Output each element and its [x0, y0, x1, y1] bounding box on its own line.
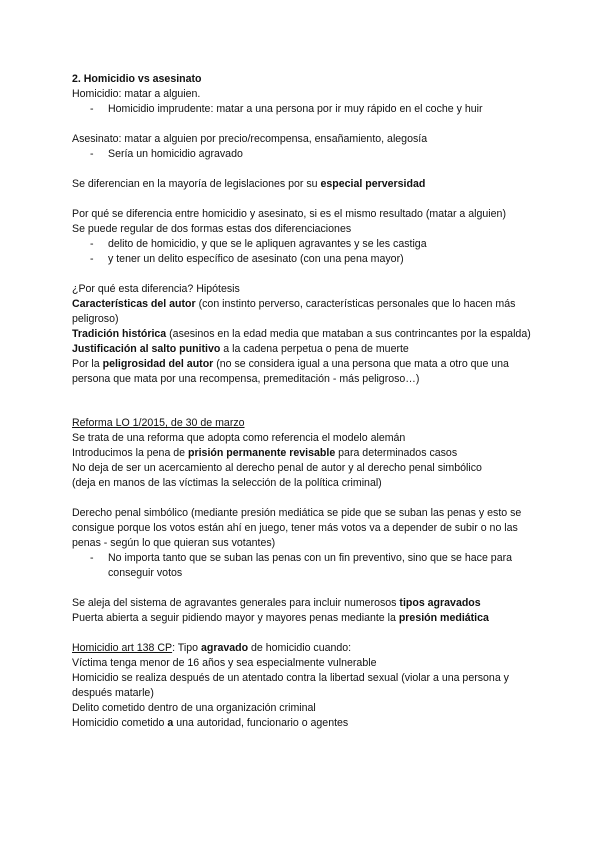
- hypothesis-1: Características del autor (con instinto perverso, características personales que lo hacen más peligroso): [72, 298, 516, 325]
- hypothesis-question: ¿Por qué esta diferencia? Hipótesis: [72, 283, 240, 295]
- media-pressure-line: Puerta abierta a seguir pidiendo mayor y mayores penas mediante la presión mediática: [72, 612, 489, 624]
- list-item: - delito de homicidio, y que se le apliquen agravantes y se les castiga: [72, 237, 532, 252]
- why-question: Por qué se diferencia entre homicidio y asesinato, si es el mismo resultado (matar a alguien): [72, 208, 506, 220]
- article-138-heading: Homicidio art 138 CP: Tipo agravado de homicidio cuando:: [72, 642, 352, 654]
- symbolic-law-paragraph: Derecho penal simbólico (mediante presión mediática se pide que se suban las penas y esto se consigue porque los votos están ahí en juego, tener más votos va a depender de subir o no las penas - según lo que quieran sus votantes): [72, 507, 522, 549]
- condition-4: Homicidio cometido a una autoridad, funcionario o agentes: [72, 717, 349, 729]
- hypothesis-3: Justificación al salto punitivo a la cadena perpetua o pena de muerte: [72, 343, 409, 355]
- condition-2: Homicidio se realiza después de un atentado contra la libertad sexual (violar a una persona y después matarle): [72, 672, 509, 699]
- homicidio-definition: Homicidio: matar a alguien.: [72, 88, 201, 100]
- homicidio-list: [72, 102, 532, 117]
- reform-line-2: Introducimos la pena de prisión permanente revisable para determinados casos: [72, 447, 458, 459]
- document-page: [72, 72, 532, 731]
- list-item: - No importa tanto que se suban las penas con un fin preventivo, sino que se hace para conseguir votos: [72, 551, 532, 581]
- condition-3: Delito cometido dentro de una organización criminal: [72, 702, 316, 714]
- list-item: - Sería un homicidio agravado: [72, 147, 532, 162]
- reform-line-4: (deja en manos de las víctimas la selección de la política criminal): [72, 477, 382, 489]
- reform-line-3: No deja de ser un acercamiento al derecho penal de autor y al derecho penal simbólico: [72, 462, 482, 474]
- asesinato-list: [72, 147, 532, 162]
- list-item: - Homicidio imprudente: matar a una persona por ir muy rápido en el coche y huir: [72, 102, 532, 117]
- aggravated-types-line: Se aleja del sistema de agravantes generales para incluir numerosos tipos agravados: [72, 597, 481, 609]
- difference-paragraph: Se diferencian en la mayoría de legislaciones por su especial perversidad: [72, 178, 426, 190]
- regulation-line: Se puede regular de dos formas estas dos diferenciaciones: [72, 223, 352, 235]
- condition-1: Víctima tenga menor de 16 años y sea especialmente vulnerable: [72, 657, 377, 669]
- section-title: 2. Homicidio vs asesinato: [72, 73, 202, 85]
- regulation-forms-list: [72, 237, 532, 267]
- hypothesis-4: Por la peligrosidad del autor (no se considera igual a una persona que mata a otro que una persona que mata por una recompensa, premeditación - más peligroso…): [72, 358, 509, 385]
- article-138-link[interactable]: Homicidio art 138 CP: [72, 642, 173, 654]
- hypothesis-2: Tradición histórica (asesinos en la edad media que mataban a sus contrincantes por la espalda): [72, 328, 531, 340]
- reform-line-1: Se trata de una reforma que adopta como referencia el modelo alemán: [72, 432, 406, 444]
- reform-title: Reforma LO 1/2015, de 30 de marzo: [72, 417, 245, 429]
- asesinato-definition: Asesinato: matar a alguien por precio/recompensa, ensañamiento, alegosía: [72, 133, 428, 145]
- list-item: - y tener un delito específico de asesinato (con una pena mayor): [72, 252, 532, 267]
- symbolic-law-list: [72, 551, 532, 581]
